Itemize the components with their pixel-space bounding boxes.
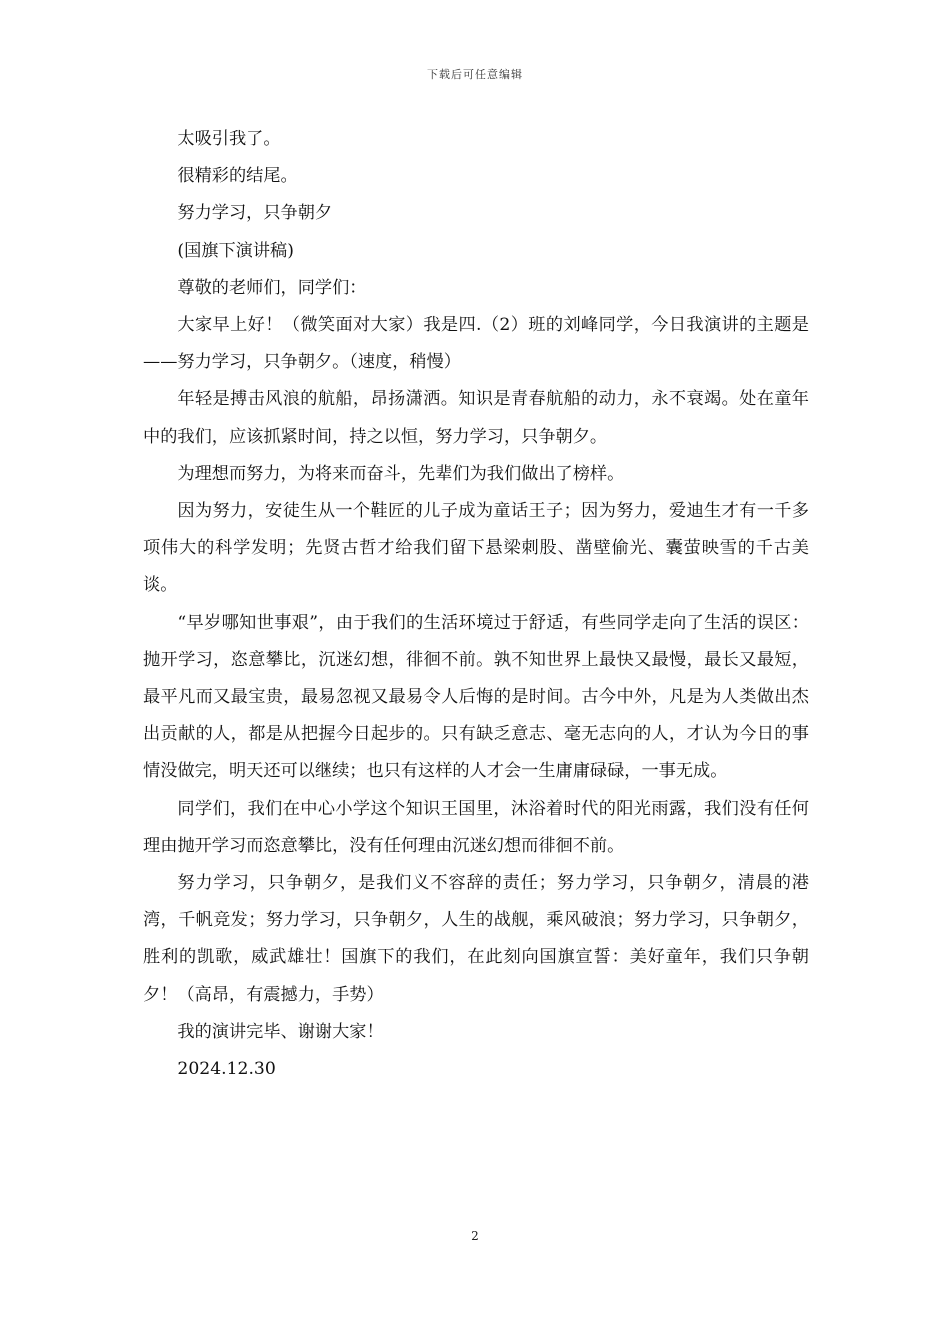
speech-title: 努力学习，只争朝夕 [177,203,333,224]
page-number: 2 [471,1229,479,1243]
speech-subtitle: (国旗下演讲稿) [177,240,294,261]
document-body [143,121,809,1088]
paragraph: 很精彩的结尾。 [177,166,298,187]
paragraph: 因为努力，安徒生从一个鞋匠的儿子成为童话王子；因为努力，爱迪生才有一千多项伟大的科学发明；先贤古哲才给我们留下悬梁刺股、凿壁偷光、囊萤映雪的千古美谈。 [143,501,809,596]
salutation: 尊敬的老师们，同学们： [177,277,367,298]
paragraph: 大家早上好！（微笑面对大家）我是四.（2）班的刘峰同学，今日我演讲的主题是——努力学习，只争朝夕。（速度，稍慢） [143,315,809,373]
page-header-note: 下载后可任意编辑 [427,68,523,81]
date-line: 2024.12.30 [177,1059,276,1080]
paragraph: 年轻是搏击风浪的航船，昂扬潇洒。知识是青春航船的动力，永不衰竭。处在童年中的我们，应该抓紧时间，持之以恒，努力学习，只争朝夕。 [143,389,809,447]
closing-line: 我的演讲完毕、谢谢大家！ [177,1021,384,1042]
paragraph: “早岁哪知世事艰”，由于我们的生活环境过于舒适，有些同学走向了生活的误区：抛开学习，恣意攀比，沉迷幻想，徘徊不前。孰不知世界上最快又最慢，最长又最短，最平凡而又最宝贵，最易忽视又最易令人后悔的是时间。古今中外，凡是为人类做出杰出贡献的人，都是从把握今日起步的。只有缺乏意志、毫无志向的人，才认为今日的事情没做完，明天还可以继续；也只有这样的人才会一生庸庸碌碌，一事无成。 [143,612,809,782]
paragraph: 同学们，我们在中心小学这个知识王国里，沐浴着时代的阳光雨露，我们没有任何理由抛开学习而恣意攀比，没有任何理由沉迷幻想而徘徊不前。 [143,798,809,856]
paragraph: 太吸引我了。 [177,129,281,149]
paragraph: 为理想而努力，为将来而奋斗，先辈们为我们做出了榜样。 [177,463,625,484]
paragraph: 努力学习，只争朝夕，是我们义不容辞的责任；努力学习，只争朝夕，清晨的港湾，千帆竞发；努力学习，只争朝夕，人生的战舰，乘风破浪；努力学习，只争朝夕，胜利的凯歌，威武雄壮！国旗下的我们，在此刻向国旗宣誓：美好童年，我们只争朝夕！（高昂，有震撼力，手势） [143,873,809,1005]
